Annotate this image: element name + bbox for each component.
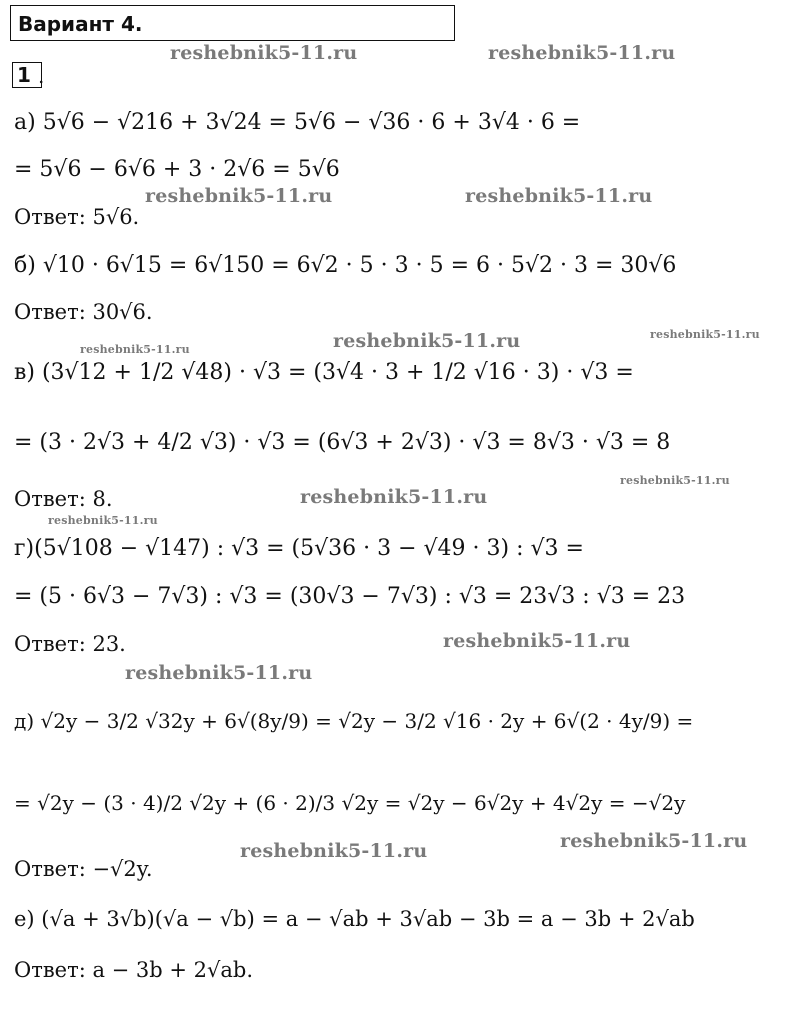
line-a1: а) 5√6 − √216 + 3√24 = 5√6 − √36 · 6 + 3√4 · 6 = bbox=[14, 110, 581, 135]
watermark: reshebnik5-11.ru bbox=[443, 630, 631, 652]
answer-a: Ответ: 5√6. bbox=[14, 205, 140, 229]
line-g1: г)(5√108 − √147) : √3 = (5√36 · 3 − √49 · 3) : √3 = bbox=[14, 536, 584, 561]
answer-b: Ответ: 30√6. bbox=[14, 300, 153, 324]
watermark: reshebnik5-11.ru bbox=[465, 185, 653, 207]
watermark: reshebnik5-11.ru bbox=[170, 42, 358, 64]
watermark: reshebnik5-11.ru bbox=[333, 330, 521, 352]
line-g2: = (5 · 6√3 − 7√3) : √3 = (30√3 − 7√3) : √3 = 23√3 : √3 = 23 bbox=[14, 584, 686, 609]
watermark: reshebnik5-11.ru bbox=[125, 662, 313, 684]
task-number-dot: . bbox=[38, 64, 45, 88]
watermark: reshebnik5-11.ru bbox=[650, 328, 760, 341]
task-number: 1 bbox=[17, 63, 31, 87]
answer-e: Ответ: a − 3b + 2√ab. bbox=[14, 958, 254, 982]
watermark: reshebnik5-11.ru bbox=[300, 486, 488, 508]
watermark: reshebnik5-11.ru bbox=[240, 840, 428, 862]
variant-title: Вариант 4. bbox=[18, 12, 143, 36]
answer-d: Ответ: −√2y. bbox=[14, 857, 153, 881]
answer-g: Ответ: 23. bbox=[14, 632, 126, 656]
line-v2: = (3 · 2√3 + 4/2 √3) · √3 = (6√3 + 2√3) · √3 = 8√3 · √3 = 8 bbox=[14, 430, 671, 455]
watermark: reshebnik5-11.ru bbox=[560, 830, 748, 852]
answer-v: Ответ: 8. bbox=[14, 487, 113, 511]
line-a2: = 5√6 − 6√6 + 3 · 2√6 = 5√6 bbox=[14, 157, 340, 182]
line-b1: б) √10 · 6√15 = 6√150 = 6√2 · 5 · 3 · 5 = 6 · 5√2 · 3 = 30√6 bbox=[14, 253, 677, 278]
watermark: reshebnik5-11.ru bbox=[80, 343, 190, 356]
line-e1: е) (√a + 3√b)(√a − √b) = a − √ab + 3√ab − 3b = a − 3b + 2√ab bbox=[14, 907, 695, 931]
watermark: reshebnik5-11.ru bbox=[48, 514, 158, 527]
watermark: reshebnik5-11.ru bbox=[145, 185, 333, 207]
line-v1: в) (3√12 + 1/2 √48) · √3 = (3√4 · 3 + 1/2 √16 · 3) · √3 = bbox=[14, 360, 634, 385]
watermark: reshebnik5-11.ru bbox=[488, 42, 676, 64]
line-d1: д) √2y − 3/2 √32y + 6√(8y/9) = √2y − 3/2 √16 · 2y + 6√(2 · 4y/9) = bbox=[14, 709, 694, 733]
line-d2: = √2y − (3 · 4)/2 √2y + (6 · 2)/3 √2y = √2y − 6√2y + 4√2y = −√2y bbox=[14, 791, 686, 815]
watermark: reshebnik5-11.ru bbox=[620, 474, 730, 487]
